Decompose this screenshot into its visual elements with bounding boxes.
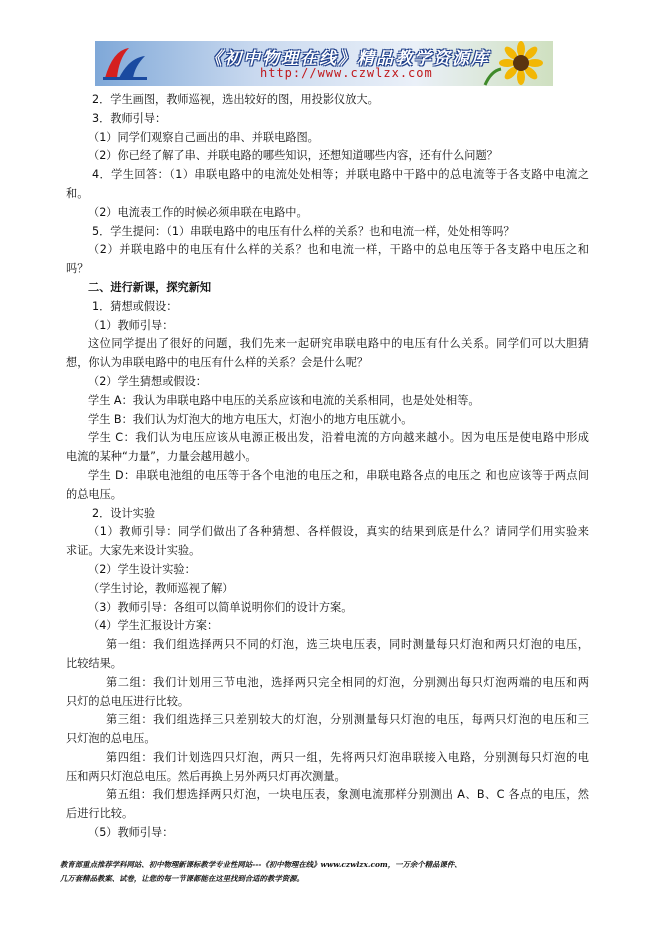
text-line: 压和两只灯泡总电压。然后再换上另外两只灯再次测量。 (66, 769, 346, 783)
text-line: 3．教师引导： (92, 111, 167, 125)
text-line: （1）教师引导： (88, 318, 174, 332)
text-line: （3）教师引导：各组可以简单说明你们的设计方案。 (88, 600, 353, 614)
text-line: 和。 (66, 186, 89, 200)
text-line: （2）学生猜想或假设： (88, 374, 207, 388)
text-line: （1）同学们观察自己画出的串、并联电路图。 (88, 130, 319, 144)
text-line: 5．学生提问：（1）串联电路中的电压有什么样的关系？也和电流一样，处处相等吗？ (92, 224, 515, 238)
text-line: （2）并联电路中的电压有什么样的关系？也和电流一样，干路中的总电压等于各支路中电压之和 (88, 243, 589, 257)
text-line: 比较结果。 (66, 656, 122, 670)
text-line: 1．猜想或假设： (92, 299, 178, 313)
text-line: 这位同学提出了很好的问题，我们先来一起研究串联电路中的电压有什么关系。同学们可以大胆猜 (88, 337, 589, 351)
text-line: 学生 D：串联电池组的电压等于各个电池的电压之和，串联电路各点的电压之 和也应该等于两点间 (88, 468, 589, 482)
text-line: 4．学生回答：（1）串联电路中的电流处处相等；并联电路中干路中的总电流等于各支路中电流之 (92, 168, 589, 182)
text-line: 2．学生画图，教师巡视，选出较好的图，用投影仪放大。 (92, 93, 379, 106)
text-line: 学生 C：我们认为电压应该从电源正极出发，沿着电流的方向越来越小。因为电压是使电路中形成 (88, 431, 589, 445)
text-line: 学生 B：我们认为灯泡大的地方电压大，灯泡小的地方电压就小。 (88, 412, 413, 426)
text-line: （4）学生汇报设计方案： (88, 619, 219, 633)
logo-icon (99, 44, 151, 84)
footer-line: 几万套精品教案、试卷，让您的每一节课都能在这里找到合适的教学资源。 (60, 874, 304, 883)
text-line: 想，你认为串联电路中的电压有什么样的关系？会是什么呢？ (66, 356, 369, 370)
text-line: （1）教师引导：同学们做出了各种猜想、各样假设，真实的结果到底是什么？请同学们用实验来 (88, 525, 589, 539)
text-line: （2）电流表工作的时候必须串联在电路中。 (88, 205, 308, 219)
footer-line: 教育部重点推荐学科网站、初中物理新课标教学专业性网站---《初中物理在线》www.czwlzx.com，一万余个精品课件、 (60, 860, 462, 869)
section-heading: 二、进行新课，探究新知 (88, 280, 212, 294)
text-line: 第四组：我们计划选四只灯泡，两只一组，先将两只灯泡串联接入电路，分别测每只灯泡的电 (106, 750, 589, 764)
text-line: 第一组：我们组选择两只不同的灯泡，选三块电压表，同时测量每只灯泡和两只灯泡的电压， (106, 638, 589, 652)
text-line: 求证。大家先来设计实验。 (66, 544, 201, 558)
text-line: 后进行比较。 (66, 807, 134, 821)
document-body (66, 91, 589, 843)
text-line: 第二组：我们计划用三节电池，选择两只完全相同的灯泡，分别测出每只灯泡两端的电压和两 (106, 675, 589, 689)
text-line: （2）你已经了解了串、并联电路的哪些知识，还想知道哪些内容，还有什么问题？ (88, 149, 498, 163)
text-line: 第五组：我们想选择两只灯泡，一块电压表，象测电流那样分别测出 A、B、C 各点的电压，然 (106, 788, 589, 802)
banner-title: 《初中物理在线》精品教学资源库 (205, 49, 490, 69)
text-line: 第三组：我们组选择三只差别较大的灯泡，分别测量每只灯泡的电压，每两只灯泡的电压和三 (106, 713, 589, 727)
text-line: 只灯的总电压进行比较。 (66, 694, 190, 708)
text-line: 只灯泡的总电压。 (66, 732, 156, 746)
text-line: （2）学生设计实验： (88, 562, 196, 576)
text-line: 学生 A：我认为串联电路中电压的关系应该和电流的关系相同，也是处处相等。 (88, 393, 480, 407)
banner-url[interactable]: http://www.czwlzx.com (260, 66, 433, 80)
header-banner (95, 41, 553, 86)
text-line: （学生讨论，教师巡视了解） (88, 581, 234, 595)
text-line: （5）教师引导： (88, 826, 174, 840)
text-line: 电流的某种“力量”，力量会越用越小。 (66, 450, 257, 464)
text-line: 吗？ (66, 262, 89, 276)
text-line: 的总电压。 (66, 487, 122, 501)
text-line: 2．设计实验 (92, 506, 156, 520)
sunflower-icon (481, 41, 551, 86)
page-footer (60, 858, 605, 886)
